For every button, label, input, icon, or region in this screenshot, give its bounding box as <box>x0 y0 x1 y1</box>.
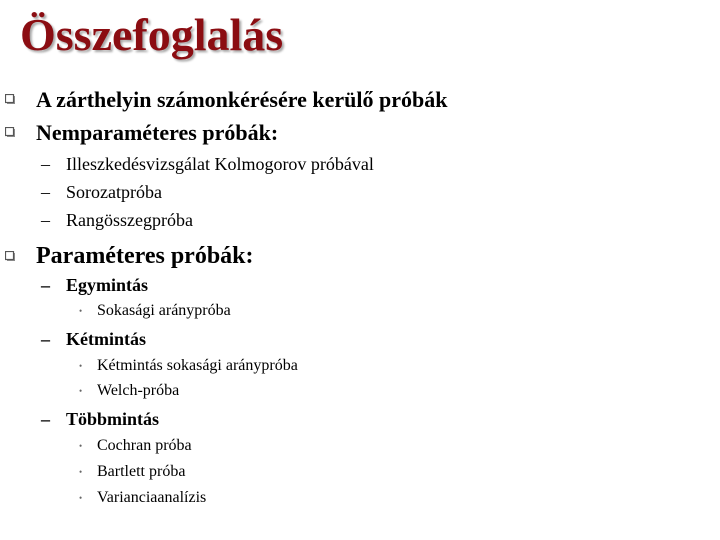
sub-sub-bullet-text: Kétmintás sokasági aránypróba <box>97 357 298 374</box>
bullet-text: Nemparaméteres próbák: <box>36 120 279 145</box>
dot-marker: • <box>79 361 83 371</box>
dash-marker: – <box>41 182 50 202</box>
checkbox-bullet-icon <box>5 94 15 104</box>
dash-marker: – <box>41 329 50 349</box>
dash-marker: – <box>41 275 50 295</box>
sub-sub-bullet-text: Sokasági aránypróba <box>97 302 231 319</box>
dash-marker: – <box>41 409 50 429</box>
sub-bullet-text: Többmintás <box>66 409 160 429</box>
bullet-text: Paraméteres próbák: <box>36 243 254 269</box>
sub-bullet-text: Rangösszegpróba <box>66 210 193 230</box>
checkbox-bullet-icon <box>5 127 15 137</box>
sub-bullet-text: Kétmintás <box>66 329 146 349</box>
dot-marker: • <box>79 441 83 451</box>
dot-marker: • <box>79 306 83 316</box>
sub-bullet-text: Sorozatpróba <box>66 182 162 202</box>
checkbox-bullet-icon <box>5 251 15 261</box>
sub-sub-bullet-text: Cochran próba <box>97 437 192 454</box>
dash-marker: – <box>41 154 50 174</box>
dot-marker: • <box>79 386 83 396</box>
slide-title: Összefoglalás <box>20 9 284 60</box>
sub-sub-bullet-text: Welch-próba <box>97 382 180 399</box>
dot-marker: • <box>79 493 83 503</box>
sub-bullet-text: Illeszkedésvizsgálat Kolmogorov próbával <box>66 154 374 174</box>
sub-sub-bullet-text: Varianciaanalízis <box>97 489 207 506</box>
dot-marker: • <box>79 467 83 477</box>
dash-marker: – <box>41 210 50 230</box>
bullet-text: A zárthelyin számonkérésére kerülő próbák <box>36 87 448 112</box>
sub-sub-bullet-text: Bartlett próba <box>97 463 186 480</box>
sub-bullet-text: Egymintás <box>66 275 149 295</box>
